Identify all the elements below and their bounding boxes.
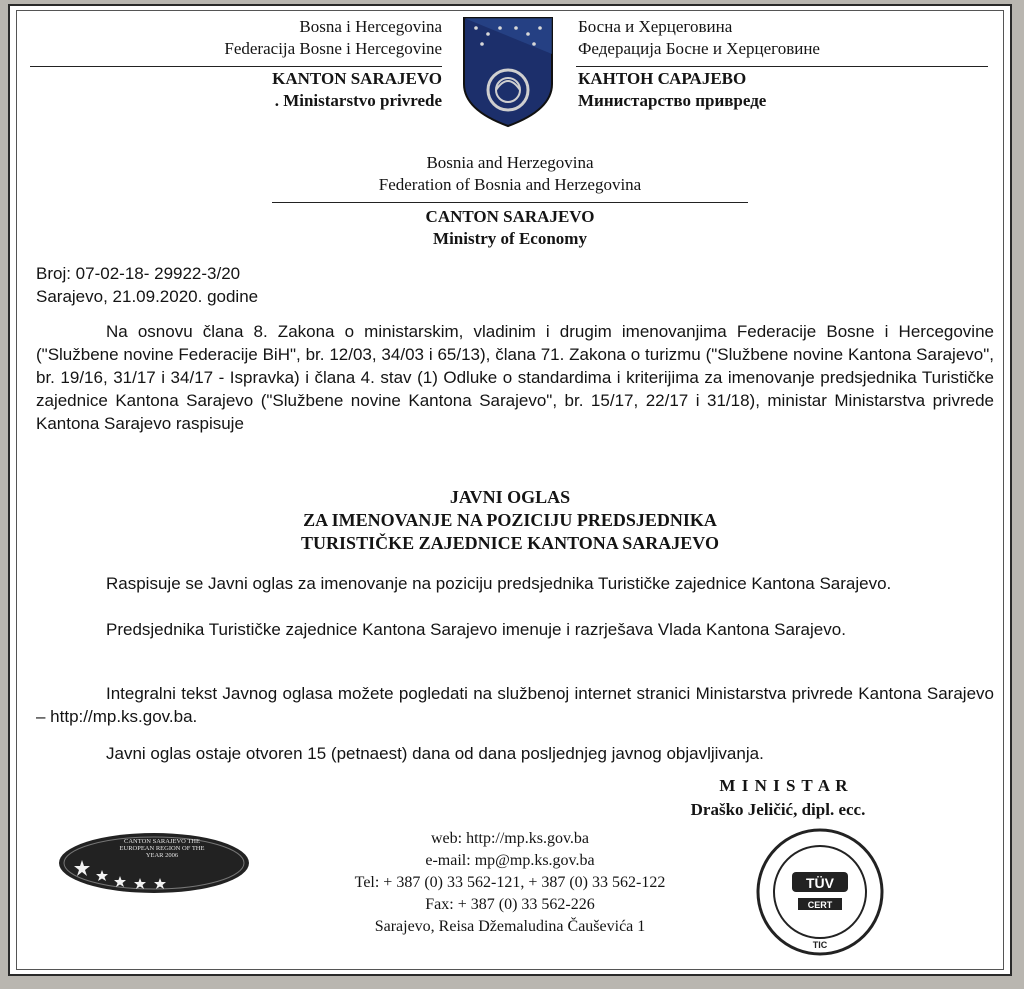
european-region-badge [56, 830, 252, 896]
header-left [220, 16, 442, 60]
paragraph-full-text-link: Integralni tekst Javnog oglasa možete pogledati na službenoj internet stranici Ministarstva privrede Kantona Sarajevo – http://mp.ks.gov.ba. [36, 684, 994, 726]
header-left-federation: Federacija Bosne i Hercegovine [224, 39, 442, 58]
notice-title-line2: ZA IMENOVANJE NA POZICIJU PREDSJEDNIKA [303, 510, 717, 530]
header-right-canton [578, 68, 766, 112]
paragraph-announcement: Raspisuje se Javni oglas za imenovanje na poziciju predsjednika Turističke zajednice Kantona Sarajevo. [106, 574, 892, 593]
svg-text:TÜV: TÜV [806, 875, 834, 891]
notice-title-line1: JAVNI OGLAS [449, 487, 571, 507]
contact-email: e-mail: mp@mp.ks.gov.ba [425, 852, 595, 869]
public-notice [8, 4, 1012, 976]
notice-title [10, 486, 1010, 555]
notice-title-line3: TURISTIČKE ZAJEDNICE KANTONA SARAJEVO [301, 533, 719, 553]
contact-web: web: http://mp.ks.gov.ba [430, 830, 590, 847]
header-left-rule [30, 66, 442, 67]
header-right-country: Босна и Херцеговина [578, 17, 733, 36]
header-left-canton-name: KANTON SARAJEVO [272, 69, 442, 88]
header-left-canton [190, 68, 442, 112]
header-left-country: Bosna i Hercegovina [299, 17, 442, 36]
header-english-ministry: Ministry of Economy [433, 229, 587, 248]
header-english-rule [272, 202, 748, 203]
header-left-ministry: . Ministarstvo privrede [274, 91, 442, 110]
svg-text:CERT: CERT [807, 900, 833, 910]
contact-address: Sarajevo, Reisa Džemaludina Čauševića 1 [374, 918, 646, 935]
signature-title: M I N I S T A R [719, 776, 849, 795]
header-right-federation: Федерација Босне и Херцеговине [578, 39, 820, 58]
header-right-rule [576, 66, 988, 67]
paragraph-deadline: Javni oglas ostaje otvoren 15 (petnaest) dana od dana posljednjeg javnog objavljivanja. [106, 744, 764, 763]
paragraph-appointment: Predsjednika Turističke zajednice Kantona Sarajevo imenuje i razrješava Vlada Kantona Sarajevo. [106, 620, 846, 639]
reference-place-date: Sarajevo, 21.09.2020. godine [36, 287, 259, 306]
signature-name: Draško Jeličić, dipl. ecc. [690, 800, 866, 819]
header-english-canton [10, 206, 1010, 250]
header-english-federation: Federation of Bosnia and Herzegovina [378, 175, 642, 194]
tuv-certification-seal [754, 826, 886, 958]
contact-phone: Tel: + 387 (0) 33 562-121, + 387 (0) 33 562-122 [354, 874, 666, 891]
coat-of-arms-icon [458, 14, 558, 130]
header-right [578, 16, 820, 60]
header-english-canton-name: CANTON SARAJEVO [425, 207, 595, 226]
header-right-ministry: Министарство привреде [578, 91, 767, 110]
contact-fax: Fax: + 387 (0) 33 562-226 [425, 896, 595, 913]
reference-block [36, 262, 258, 308]
tuv-cert-icon [754, 826, 886, 958]
reference-number: Broj: 07-02-18- 29922-3/20 [36, 264, 241, 283]
intro-paragraph: Na osnovu člana 8. Zakona o ministarskim, vladinim i drugim imenovanjima Federacije Bosne i Hercegovine ("Službene novine Federacije BiH", br. 12/03, 34/03 i 65/13), člana 71. Zakona o turizmu ("Službene novine Kantona Sarajevo", br. 19/16, 31/17 i 34/17 - Ispravka) i člana 4. stav (1) Odluke o standardima i kriterijima za imenovanje predsjednika Turističke zajednice Kantona Sarajevo ("Službene novine Kantona Sarajevo", br. 15/17, 22/17 i 31/18), ministar Ministarstva privrede Kantona Sarajevo raspisuje [36, 322, 994, 433]
svg-text:TIC: TIC [812, 940, 828, 950]
header-english [10, 152, 1010, 196]
header-english-country: Bosnia and Herzegovina [426, 153, 594, 172]
header-right-canton-name: КАНТОН САРАЈЕВО [578, 69, 747, 88]
european-region-badge-text: CANTON SARAJEVO THE EUROPEAN REGION OF THE YEAR 2006 [119, 838, 205, 859]
